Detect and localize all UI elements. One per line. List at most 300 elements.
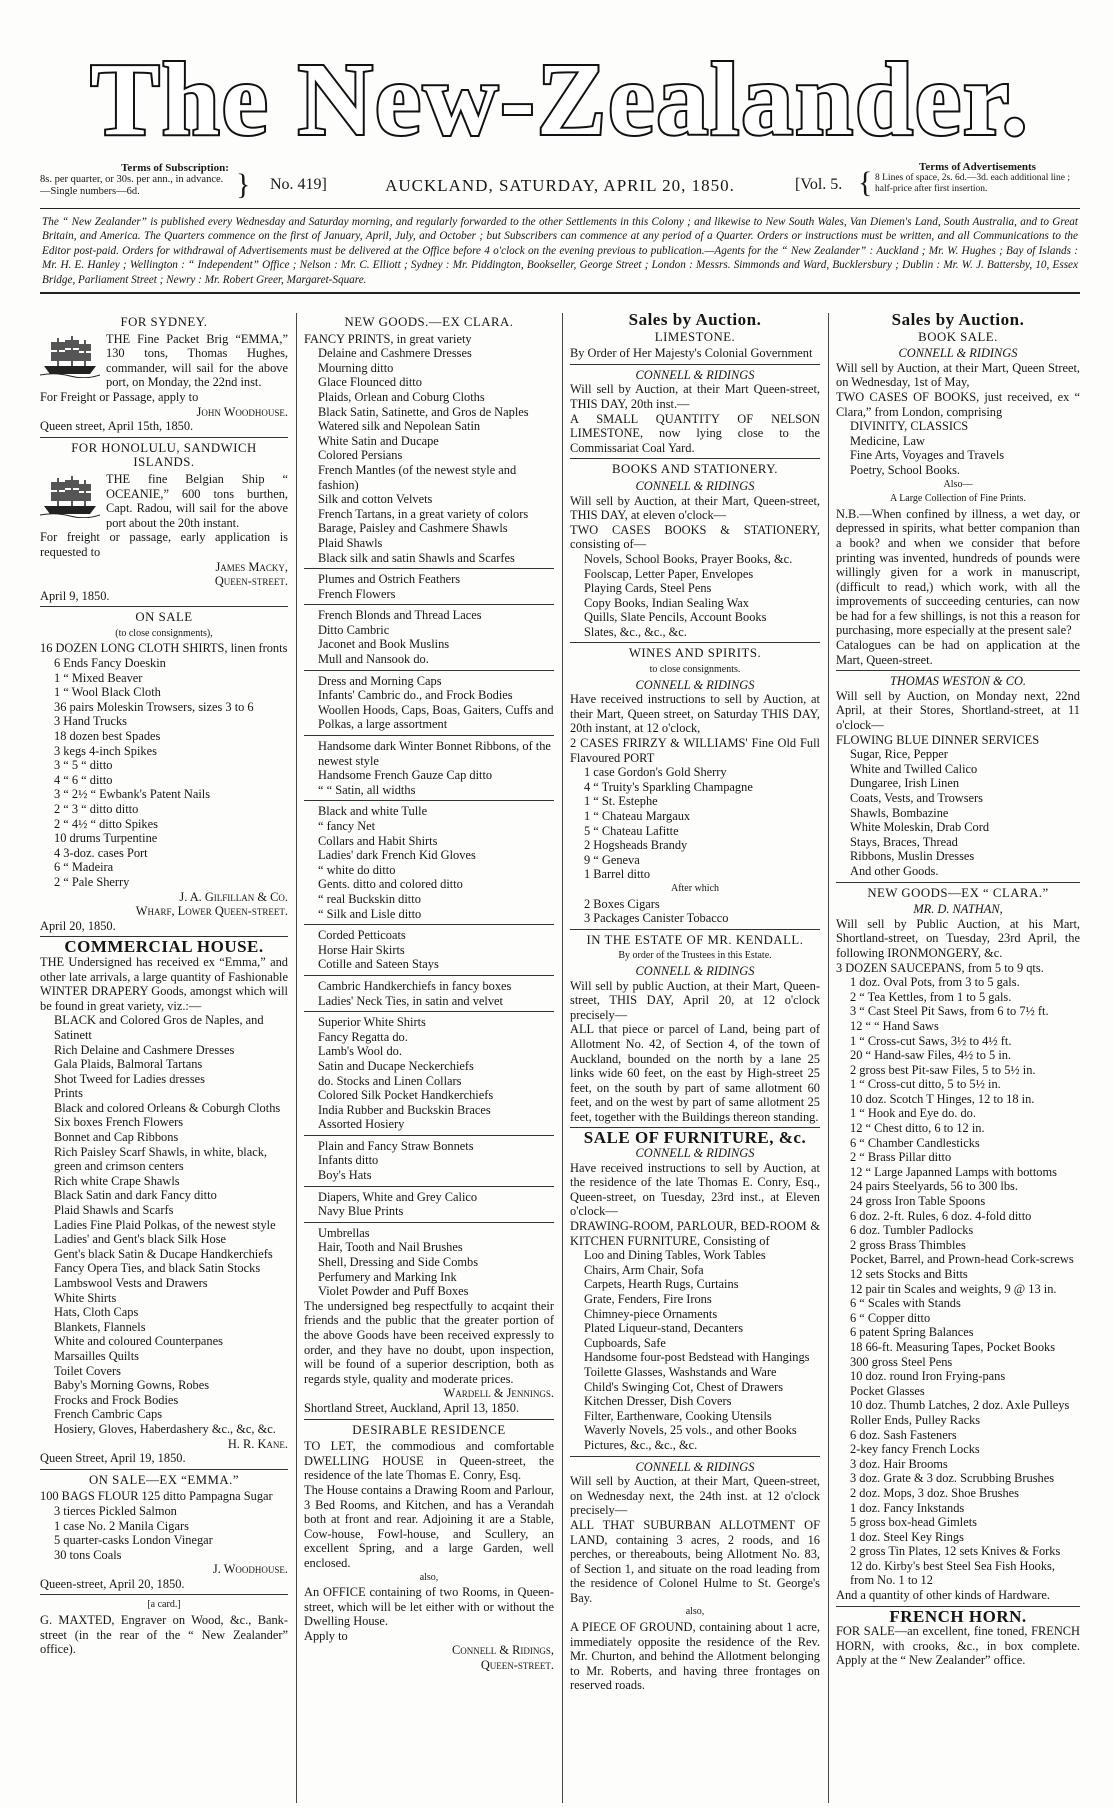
list-item: “ fancy Net <box>318 819 376 833</box>
list-item: Ladies' and Gent's black Silk Hose <box>54 1232 227 1247</box>
list-item: 12 pair tin Scales and weights, 9 @ 13 in. <box>850 1281 1057 1296</box>
list-item: 1 case Gordon's Gold Sherry <box>584 765 727 780</box>
list-item: Chairs, Arm Chair, Sofa <box>584 1262 704 1277</box>
list-item: Poetry, School Books. <box>850 462 961 477</box>
list-item: Prints <box>54 1086 83 1101</box>
paragraph: For freight or passage, early application is requested to <box>40 530 288 559</box>
divider <box>570 642 820 643</box>
list-item: Loo and Dining Tables, Work Tables <box>584 1248 766 1263</box>
signature: J. Woodhouse. <box>212 1562 288 1577</box>
list-item: “ “ Satin, all widths <box>318 782 416 797</box>
ad-heading: NEW GOODS—EX “ CLARA.” <box>867 885 1049 900</box>
list-item: 2 gross best Pit-saw Files, 5 to 5½ in. <box>850 1062 1036 1077</box>
divider <box>304 1135 554 1136</box>
paragraph: 16 DOZEN LONG CLOTH SHIRTS, linen fronts <box>40 641 288 656</box>
paragraph: Will sell by Auction, at their Mart, Queen Street, on Wednesday, 1st of May, <box>836 360 1080 390</box>
list-item: Gents. ditto and colored ditto <box>318 877 463 892</box>
list-item: 6 “ Copper ditto <box>850 1310 931 1325</box>
list-item: 1 case No. 2 Manila Cigars <box>54 1518 189 1533</box>
signature: Connell & Ridings, <box>452 1643 554 1658</box>
list-item: Marsailles Quilts <box>54 1348 140 1363</box>
divider <box>570 1456 820 1457</box>
divider <box>570 929 820 930</box>
list-item: Corded Petticoats <box>318 928 406 943</box>
paragraph: Have received instructions to sell by Auction, at the residence of the late Thomas E. Conry, Esq., Queen-street, on Tuesday, 23rd inst., at Eleven o'clock— <box>570 1160 820 1219</box>
list-item: 3 tierces Pickled Salmon <box>54 1503 177 1518</box>
paragraph: THE Fine Packet Brig “EMMA,” 130 tons, Thomas Hughes, commander, will sail for the above port, on Monday, the 22nd inst. <box>106 331 288 390</box>
list-item: 3 “ 2½ “ Ewbank's Patent Nails <box>54 787 211 802</box>
ad-heading: BOOK SALE. <box>918 329 998 344</box>
paragraph: 3 DOZEN SAUCEPANS, from 5 to 9 qts. <box>836 960 1044 975</box>
list-item: 5 quarter-casks London Vinegar <box>54 1533 213 1548</box>
list-item: do. Stocks and Linen Collars <box>318 1073 462 1088</box>
list-item: 1 doz. Oval Pots, from 3 to 5 gals. <box>850 975 1020 990</box>
list-item: 1 “ Wool Black Cloth <box>54 685 161 700</box>
list-item: Black and white Tulle <box>318 804 428 819</box>
list-item: Black silk and satin Shawls and Scarfes <box>318 550 515 565</box>
list-item: Slates, &c., &c., &c. <box>584 624 687 639</box>
list-item: French Blonds and Thread Laces <box>318 608 482 623</box>
column-1 <box>40 313 288 1803</box>
list-item: 4 3-doz. cases Port <box>54 845 148 860</box>
list-item: French Mantles (of the newest style and fashion) <box>318 462 517 492</box>
list-item: 2-key fancy French Locks <box>850 1442 980 1457</box>
paragraph: THE fine Belgian Ship “ OCEANIE,” 600 tons burthen, Capt. Radou, will sail for the above port about the 20th instant. <box>106 471 288 530</box>
divider <box>304 568 554 569</box>
list-item: Hair, Tooth and Nail Brushes <box>318 1240 463 1255</box>
list-item: Playing Cards, Steel Pens <box>584 581 712 596</box>
signature: Wardell & Jennings. <box>443 1386 554 1401</box>
list-item: Toilette Glasses, Washstands and Ware <box>584 1364 777 1379</box>
paragraph: ALL that piece or parcel of Land, being part of Allotment No. 42, of Section 4, of the town of Auckland, bounded on the north by a lane 25 links wide 60 feet, on the east by High-street 25 feet, on the south by part of same allotment 60 feet, and on the west by part of same allotment 25 feet, together with the Buildings thereon standing. <box>570 1022 820 1124</box>
paragraph: TWO CASES OF BOOKS, just received, ex “ Clara,” from London, comprising <box>836 389 1080 419</box>
list-item: 2 “ Pale Sherry <box>54 874 130 889</box>
list-item: Ribbons, Muslin Dresses <box>850 849 975 864</box>
list-item: Copy Books, Indian Sealing Wax <box>584 595 750 610</box>
list-item: Quills, Slate Pencils, Account Books <box>584 610 767 625</box>
publication-notice: The “ New Zealander” is published every Wednesday and Saturday morning, and regularly forwarded to the other Settlements in this Colony ; and likewise to New South Wales, Van Diemen's Land, South Australia, and to Great Britain, and America. The Quarters commence on the first of January, April, July, and October ; but Subscribers can commence at any period of a Quarter. Orders or instructions must be written, and all Communications to the Editor post-paid. Orders for withdrawal of Advertisements must be delivered at the Office before 4 o'clock on the evening previous to publication.—Agents for the “ New Zealander” : Auckland ; Mr. W. Hughes ; Bay of Islands : Mr. H. E. Hanley ; Wellington : “ Independent” Office ; Nelson : Mr. C. Elliott ; Sydney : Mr. Piddington, Bookseller, George Street ; London : Messrs. Simmonds and Ward, Bucklersbury ; Dublin : Mr. W. J. Battersby, 10, Essex Bridge, Parliament Street ; Newry : Mr. Robert Greer, Margaret-Square. <box>40 208 1080 294</box>
list-item: Blankets, Flannels <box>54 1319 146 1334</box>
divider <box>304 1222 554 1223</box>
list-item: 2 Hogsheads Brandy <box>584 838 688 853</box>
list-item: White Moleskin, Drab Cord <box>850 820 990 835</box>
divider <box>304 800 554 801</box>
ad-heading: ON SALE—EX “EMMA.” <box>88 1472 240 1487</box>
list-item: Mourning ditto <box>318 360 394 375</box>
ship-icon <box>40 474 100 518</box>
list-item: Superior White Shirts <box>318 1015 426 1030</box>
list-item: 10 doz. Scotch T Hinges, 12 to 18 in. <box>850 1091 1035 1106</box>
list-item: Dungaree, Irish Linen <box>850 776 960 791</box>
paragraph: FANCY PRINTS, in great variety <box>304 331 472 346</box>
list-item: “ white do ditto <box>318 862 396 877</box>
list-item: Stays, Braces, Thread <box>850 834 958 849</box>
list-item: BLACK and Colored Gros de Naples, and Satinett <box>54 1013 264 1042</box>
list-item: 1 doz. Fancy Inkstands <box>850 1500 965 1515</box>
list-item: White Shirts <box>54 1290 117 1305</box>
divider <box>40 1469 288 1470</box>
list-item: Delaine and Cashmere Dresses <box>318 346 472 361</box>
list-item: Child's Swinging Cot, Chest of Drawers <box>584 1379 784 1394</box>
note-line: (to close consignments), <box>115 627 213 639</box>
list-item: 6 Ends Fancy Doeskin <box>54 656 166 671</box>
list-item: Umbrellas <box>318 1225 370 1240</box>
list-item: 1 “ Mixed Beaver <box>54 670 143 685</box>
list-item: Shot Tweed for Ladies dresses <box>54 1071 205 1086</box>
masthead-title: The New-Zealander. <box>90 42 1030 157</box>
paragraph: DRAWING-ROOM, PARLOUR, BED-ROOM & KITCHEN FURNITURE, Consisting of <box>570 1219 820 1248</box>
paragraph: A SMALL QUANTITY OF NELSON LIMESTONE, now lying close to the Commissariat Coal Yard. <box>570 411 820 455</box>
list-item: 5 “ Chateau Lafitte <box>584 823 679 838</box>
list-item: 5 gross box-head Gimlets <box>850 1515 977 1530</box>
paragraph: 2 CASES FRIRZY & WILLIAMS' Fine Old Full Flavoured PORT <box>570 736 820 765</box>
brace-glyph: { <box>858 166 873 199</box>
list-item: 2 Boxes Cigars <box>584 896 660 911</box>
list-item: 6 doz. Sash Fasteners <box>850 1427 957 1442</box>
list-item: Horse Hair Skirts <box>318 942 405 957</box>
list-item: Handsome dark Winter Bonnet Ribbons, of the newest style <box>318 739 551 768</box>
list-item: Ladies' dark French Kid Gloves <box>318 848 476 863</box>
column-rule <box>296 313 297 1803</box>
paragraph: Will sell by Public Auction, at his Mart, Shortland-street, on Tuesday, 23rd April, the following IRONMONGERY, &c. <box>836 916 1080 960</box>
list-item: Hats, Cloth Caps <box>54 1305 139 1320</box>
list-item: DIVINITY, CLASSICS <box>850 419 969 434</box>
list-item: 18 dozen best Spades <box>54 729 161 744</box>
list-item: Shawls, Bombazine <box>850 805 949 820</box>
list-item: Medicine, Law <box>850 433 926 448</box>
list-item: Satin and Ducape Neckerchiefs <box>318 1058 474 1073</box>
signature: Queen-street. <box>480 1658 554 1673</box>
note-line: After which <box>670 882 720 894</box>
list-item: Boy's Hats <box>318 1168 372 1183</box>
list-item: White Satin and Ducape <box>318 433 439 448</box>
list-item: Kitchen Dresser, Dish Covers <box>584 1394 732 1409</box>
section-heading: Sales by Auction. <box>628 313 762 329</box>
list-item: Perfumery and Marking Ink <box>318 1269 457 1284</box>
list-item: 12 do. Kirby's best Steel Sea Fish Hooks, from No. 1 to 12 <box>850 1558 1055 1588</box>
masthead <box>80 12 1040 162</box>
paragraph: An OFFICE containing of two Rooms, in Queen-street, which will be let either with or without the Dwelling House. <box>304 1585 554 1629</box>
section-heading: FRENCH HORN. <box>889 1606 1027 1626</box>
list-item: Roller Ends, Pulley Racks <box>850 1412 981 1427</box>
note-line: [a card.] <box>147 1599 181 1611</box>
list-item: Black and colored Orleans & Coburgh Cloths <box>54 1100 281 1115</box>
list-item: Violet Powder and Puff Boxes <box>318 1284 469 1299</box>
list-item: Filter, Earthenware, Cooking Utensils <box>584 1408 772 1423</box>
list-item: Watered silk and Nepolean Satin <box>318 419 481 434</box>
list-item: 10 doz. Thumb Latches, 2 doz. Axle Pulleys <box>850 1398 1070 1413</box>
ad-heading: DESIRABLE RESIDENCE <box>352 1422 506 1437</box>
volume-number: [Vol. 5. <box>795 176 843 193</box>
column-3 <box>570 313 820 1803</box>
list-item: Baby's Morning Gowns, Robes <box>54 1378 210 1393</box>
list-item: 300 gross Steel Pens <box>850 1354 953 1369</box>
paragraph: FOR SALE—an excellent, fine toned, FRENCH HORN, with crooks, &c., in box complete. Apply at the “ New Zealander” office. <box>836 1624 1080 1668</box>
divider <box>304 1419 554 1420</box>
divider <box>40 437 288 438</box>
list-item: 3 kegs 4-inch Spikes <box>54 743 157 758</box>
divider <box>836 882 1080 883</box>
auctioneer-name: CONNELL & RIDINGS <box>635 1146 755 1161</box>
signature: James Macky, <box>215 559 288 574</box>
list-item: Jaconet and Book Muslins <box>318 637 450 652</box>
note-line: Also— <box>943 478 973 490</box>
list-item: Rich Delaine and Cashmere Dresses <box>54 1042 235 1057</box>
list-item: 6 patent Spring Balances <box>850 1325 974 1340</box>
list-item: Colored Persians <box>318 448 403 463</box>
list-item: 1 “ Chateau Margaux <box>584 809 691 823</box>
paragraph: For Freight or Passage, apply to <box>40 389 199 404</box>
note-line: A Large Collection of Fine Prints. <box>890 493 1026 505</box>
note-line: also, <box>685 1606 705 1618</box>
terms-sub-body: 8s. per quarter, or 30s. per ann., in advance.—Single numbers—6d. <box>40 174 224 197</box>
list-item: 3 “ 5 “ ditto <box>54 758 113 773</box>
issue-number: No. 419] <box>270 176 327 193</box>
column-rule <box>828 313 829 1803</box>
list-item: 3 Hand Trucks <box>54 714 127 729</box>
column-rule <box>562 313 563 1803</box>
list-item: “ real Buckskin ditto <box>318 891 421 906</box>
columns <box>40 313 1080 1803</box>
list-item: Cotille and Sateen Stays <box>318 957 439 972</box>
list-item: French Tartans, in a great variety of colors <box>318 506 529 521</box>
list-item: 12 “ Large Japanned Lamps with bottoms <box>850 1164 1057 1179</box>
paragraph: ALL THAT SUBURBAN ALLOTMENT OF LAND, containing 3 acres, 2 roods, and 16 perches, or thereabouts, being Allotment No. 83, of Section 1, and situate on the road leading from the residence of Colonel Hulme to St. George's Bay. <box>570 1517 820 1605</box>
paragraph: THE Undersigned has received ex “Emma,” and other late arrivals, a large quantity of Fashionable WINTER DRAPERY Goods, amongst which will be found in great variety, viz.:— <box>40 954 288 1013</box>
list-item: French Flowers <box>318 586 396 601</box>
list-item: Glace Flounced ditto <box>318 375 422 390</box>
divider <box>304 1186 554 1187</box>
list-item: 30 tons Coals <box>54 1547 122 1562</box>
ad-heading: FOR HONOLULU, SANDWICH ISLANDS. <box>71 440 257 470</box>
list-item: Assorted Hosiery <box>318 1117 405 1132</box>
note-line: to close consignments. <box>649 664 741 676</box>
list-item: 1 doz. Steel Key Rings <box>850 1529 964 1544</box>
note-line: also, <box>419 1571 439 1583</box>
list-item: 2 gross Brass Thimbles <box>850 1237 966 1252</box>
divider <box>304 1011 554 1012</box>
list-item: Sugar, Rice, Pepper <box>850 747 948 762</box>
list-item: Black Satin and dark Fancy ditto <box>54 1188 217 1203</box>
list-item: Rich Paisley Scarf Shawls, in white, black, green and crimson centers <box>54 1144 268 1174</box>
list-item: India Rubber and Buckskin Braces <box>318 1102 491 1117</box>
paragraph: The House contains a Drawing Room and Parlour, 3 Bed Rooms, and Kitchen, and has a Verandah both at front and rear. Adjoining it are a Stable, Cow-house, Fowl-house, and Scullery, an excellent Spring, and a large Garden, well enclosed. <box>304 1482 554 1570</box>
signature: J. A. Gilfillan & Co. <box>179 889 288 904</box>
list-item: White and Twilled Calico <box>850 761 978 776</box>
list-item: 10 drums Turpentine <box>54 831 158 846</box>
paragraph: FLOWING BLUE DINNER SERVICES <box>836 732 1040 747</box>
list-item: Chimney-piece Ornaments <box>584 1306 718 1321</box>
paragraph: G. MAXTED, Engraver on Wood, &c., Bank-street (in the rear of the “ New Zealander” office). <box>40 1613 288 1657</box>
signature: John Woodhouse. <box>196 404 288 419</box>
column-2 <box>304 313 554 1803</box>
ship-icon <box>40 334 100 378</box>
list-item: Coats, Vests, and Trowsers <box>850 791 983 805</box>
auctioneer-name: CONNELL & RIDINGS <box>635 478 755 493</box>
paragraph: Will sell by Auction, on Monday next, 22nd April, at their Stores, Shortland-street, at 11 o'clock— <box>836 688 1080 733</box>
list-item: 1 “ St. Estephe <box>584 794 658 809</box>
masthead-title-art <box>80 12 1040 162</box>
list-item: 4 “ Truity's Sparkling Champagne <box>584 779 753 794</box>
list-item: Ditto Cambric <box>318 622 390 637</box>
list-item: 12 “ Chest ditto, 6 to 12 in. <box>850 1121 985 1136</box>
list-item: Woollen Hoods, Caps, Boas, Gaiters, Cuffs and Polkas, a large assortment <box>318 702 554 732</box>
auctioneer-name: CONNELL & RIDINGS <box>635 963 755 978</box>
list-item: Navy Blue Prints <box>318 1204 404 1219</box>
list-item: Toilet Covers <box>54 1363 121 1378</box>
ad-heading: NEW GOODS.—EX CLARA. <box>344 315 514 329</box>
paragraph: Queen street, April 15th, 1850. <box>40 419 194 434</box>
ad-heading: LIMESTONE. <box>654 329 736 344</box>
list-item: 2 “ 4½ “ ditto Spikes <box>54 816 158 831</box>
paragraph: Will sell by Auction, at their Mart, Queen-street, on Wednesday next, the 24th inst. at 12 o'clock precisely— <box>570 1474 820 1518</box>
divider <box>304 975 554 976</box>
list-item: Fancy Opera Ties, and black Satin Stocks <box>54 1261 261 1276</box>
list-item: Pictures, &c., &c., &c. <box>584 1437 698 1452</box>
list-item: 2 gross Tin Plates, 12 sets Knives & Forks <box>850 1544 1061 1559</box>
list-item: Colored Silk Pocket Handkerchiefs <box>318 1088 494 1103</box>
list-item: Pocket Glasses <box>850 1383 925 1398</box>
divider <box>304 604 554 605</box>
section-heading: COMMERCIAL HOUSE. <box>64 937 264 957</box>
auctioneer-name: THOMAS WESTON & CO. <box>889 674 1027 689</box>
list-item: Fancy Regatta do. <box>318 1029 408 1044</box>
list-item: 6 “ Scales with Stands <box>850 1296 961 1311</box>
list-item: 3 doz. Grate & 3 doz. Scrubbing Brushes <box>850 1471 1055 1486</box>
list-item: 3 doz. Hair Brooms <box>850 1456 948 1471</box>
ad-heading: IN THE ESTATE OF MR. KENDALL. <box>586 932 804 947</box>
list-item: Gent's black Satin & Ducape Handkerchiefs <box>54 1246 273 1261</box>
list-item: Silk and cotton Velvets <box>318 492 433 507</box>
list-item: 1 Barrel ditto <box>584 867 651 882</box>
list-item: 1 “ Cross-cut ditto, 5 to 5½ in. <box>850 1077 1001 1092</box>
list-item: Handsome four-post Bedstead with Hangings <box>584 1350 810 1365</box>
list-item: “ Silk and Lisle ditto <box>318 906 422 921</box>
list-item: Rich white Crape Shawls <box>54 1173 180 1188</box>
list-item: Ladies Fine Plaid Polkas, of the newest style <box>54 1217 276 1232</box>
paragraph: Will sell by Auction, at their Mart, Queen-street, THIS DAY, at eleven o'clock— <box>570 493 820 523</box>
divider <box>836 670 1080 671</box>
paragraph: By Order of Her Majesty's Colonial Government <box>570 346 813 361</box>
list-item: 3 Packages Canister Tobacco <box>584 911 729 926</box>
paragraph: Apply to <box>304 1628 348 1643</box>
paragraph: A PIECE OF GROUND, containing about 1 acre, immediately opposite the residence of the Rev. Mr. Churton, and behind the Allotment belonging to Mr. Roberts, and having three frontages on reserved roads. <box>570 1620 820 1693</box>
list-item: Plumes and Ostrich Feathers <box>318 572 461 587</box>
list-item: Cupboards, Safe <box>584 1335 666 1350</box>
paragraph: Queen-street, April 20, 1850. <box>40 1576 185 1591</box>
list-item: Shell, Dressing and Side Combs <box>318 1255 479 1270</box>
list-item: 6 doz. Tumbler Padlocks <box>850 1223 974 1238</box>
list-item: 2 doz. Mops, 3 doz. Shoe Brushes <box>850 1485 1019 1500</box>
divider <box>304 924 554 925</box>
paragraph: And a quantity of other kinds of Hardware. <box>836 1588 1051 1603</box>
brace-glyph: } <box>236 168 251 201</box>
paragraph: April 9, 1850. <box>40 588 110 603</box>
list-item: 10 doz. round Iron Frying-pans <box>850 1369 1006 1384</box>
list-item: 6 “ Madeira <box>54 860 114 875</box>
paragraph: N.B.—When confined by illness, a wet day, or depressed in spirits, what better companion than a book? and when we consider that before printing was invented, hundreds of pounds were willingly given for a work in manuscript, (difficult to read,) which work, with all the improvements of succeeding centuries, can now be had for a few shillings, is not this a reason for purchasing, more especially at the present sale? <box>836 506 1080 638</box>
list-item: Lambswool Vests and Drawers <box>54 1276 208 1290</box>
auctioneer-name: CONNELL & RIDINGS <box>898 346 1018 361</box>
list-item: 4 “ 6 “ ditto <box>54 772 113 787</box>
list-item: Barage, Paisley and Cashmere Shawls <box>318 521 508 536</box>
paragraph: April 20, 1850. <box>40 918 116 933</box>
list-item: Cambric Handkerchiefs in fancy boxes <box>318 978 512 993</box>
note-line: By order of the Trustees in this Estate. <box>618 950 772 962</box>
ad-heading: BOOKS AND STATIONERY. <box>611 462 779 477</box>
auctioneer-name: CONNELL & RIDINGS <box>635 367 755 382</box>
signature: H. R. Kane. <box>227 1436 288 1451</box>
list-item: 6 doz. 2-ft. Rules, 6 doz. 4-fold ditto <box>850 1208 1032 1223</box>
divider <box>304 670 554 671</box>
paragraph: 100 BAGS FLOUR 125 ditto Pampagna Sugar <box>40 1489 273 1504</box>
terms-adv-heading: Terms of Advertisements <box>919 161 1036 173</box>
list-item: Black Satin, Satinette, and Gros de Naples <box>318 404 529 419</box>
list-item: Foolscap, Letter Paper, Envelopes <box>584 566 754 581</box>
list-item: 2 “ Brass Pillar ditto <box>850 1150 952 1165</box>
auctioneer-name: CONNELL & RIDINGS <box>635 677 755 692</box>
list-item: 12 “ “ Hand Saws <box>850 1018 939 1033</box>
list-item: Novels, School Books, Prayer Books, &c. <box>584 551 793 566</box>
paragraph: TWO CASES BOOKS & STATIONERY, consisting of— <box>570 522 820 552</box>
list-item: Plaid Shawls <box>318 535 383 550</box>
divider <box>570 364 820 365</box>
signature: Queen-street. <box>214 574 288 589</box>
paragraph: Will sell by public Auction, at their Mart, Queen-street, THIS DAY, April 20, at 12 o'clock precisely— <box>570 978 820 1022</box>
list-item: 3 “ Cast Steel Pit Saws, from 6 to 7½ ft. <box>850 1004 1049 1019</box>
list-item: Gala Plaids, Balmoral Tartans <box>54 1057 203 1072</box>
list-item: 6 “ Chamber Candlesticks <box>850 1135 980 1150</box>
list-item: Dress and Morning Caps <box>318 673 442 688</box>
list-item: Plaid Shawls and Scarfs <box>54 1203 174 1218</box>
paragraph: Shortland Street, Auckland, April 13, 1850. <box>304 1400 520 1415</box>
list-item: 18 66-ft. Measuring Tapes, Pocket Books <box>850 1339 1056 1354</box>
list-item: Ladies' Neck Ties, in satin and velvet <box>318 993 503 1008</box>
paragraph: Have received instructions to sell by Auction, at their Mart, Queen street, on Saturday THIS DAY, 20th instant, at 12 o'clock, <box>570 692 820 736</box>
list-item: 24 gross Iron Table Spoons <box>850 1194 986 1209</box>
list-item: 36 pairs Moleskin Trowsers, sizes 3 to 6 <box>54 699 254 714</box>
list-item: And other Goods. <box>850 863 939 878</box>
list-item: Six boxes French Flowers <box>54 1115 184 1130</box>
ad-heading: FOR SYDNEY. <box>120 315 208 329</box>
terms-of-advertisements <box>875 162 1080 195</box>
list-item: Carpets, Hearth Rugs, Curtains <box>584 1277 739 1292</box>
list-item: Plated Liqueur-stand, Decanters <box>584 1321 744 1336</box>
auctioneer-name: CONNELL & RIDINGS <box>635 1459 755 1474</box>
list-item: Infants' Cambric do., and Frock Bodies <box>318 688 513 703</box>
ad-heading: ON SALE <box>135 610 193 625</box>
divider <box>570 458 820 459</box>
divider <box>40 1594 288 1595</box>
list-item: 2 “ 3 “ ditto ditto <box>54 802 139 816</box>
list-item: White and coloured Counterpanes <box>54 1334 223 1349</box>
paragraph: TO LET, the commodious and comfortable DWELLING HOUSE in Queen-street, the residence of the late Thomas E. Conry, Esq. <box>304 1439 554 1483</box>
list-item: Mull and Nansook do. <box>318 652 429 667</box>
list-item: 2 “ Tea Kettles, from 1 to 5 gals. <box>850 989 1012 1004</box>
list-item: Frocks and Frock Bodies <box>54 1392 179 1407</box>
divider <box>304 735 554 736</box>
list-item: Hosiery, Gloves, Haberdashery &c., &c, &c. <box>54 1421 276 1436</box>
list-item: French Cambric Caps <box>54 1407 163 1422</box>
paragraph: Queen Street, April 19, 1850. <box>40 1451 186 1466</box>
column-4 <box>836 313 1080 1803</box>
list-item: Handsome French Gauze Cap ditto <box>318 768 493 783</box>
list-item: 12 sets Stocks and Bitts <box>850 1267 968 1281</box>
list-item: Waverly Novels, 25 vols., and other Books <box>584 1423 797 1438</box>
paragraph: The undersigned beg respectfully to acqaint their friends and the public that the greater portion of the above Goods have been received expressly to order, and they have no doubt, upon inspection, will be found of a superior description, both as regards style, quality and moderate prices. <box>304 1298 554 1386</box>
list-item: Grate, Fenders, Fire Irons <box>584 1292 712 1306</box>
ad-heading: WINES AND SPIRITS. <box>628 646 762 661</box>
